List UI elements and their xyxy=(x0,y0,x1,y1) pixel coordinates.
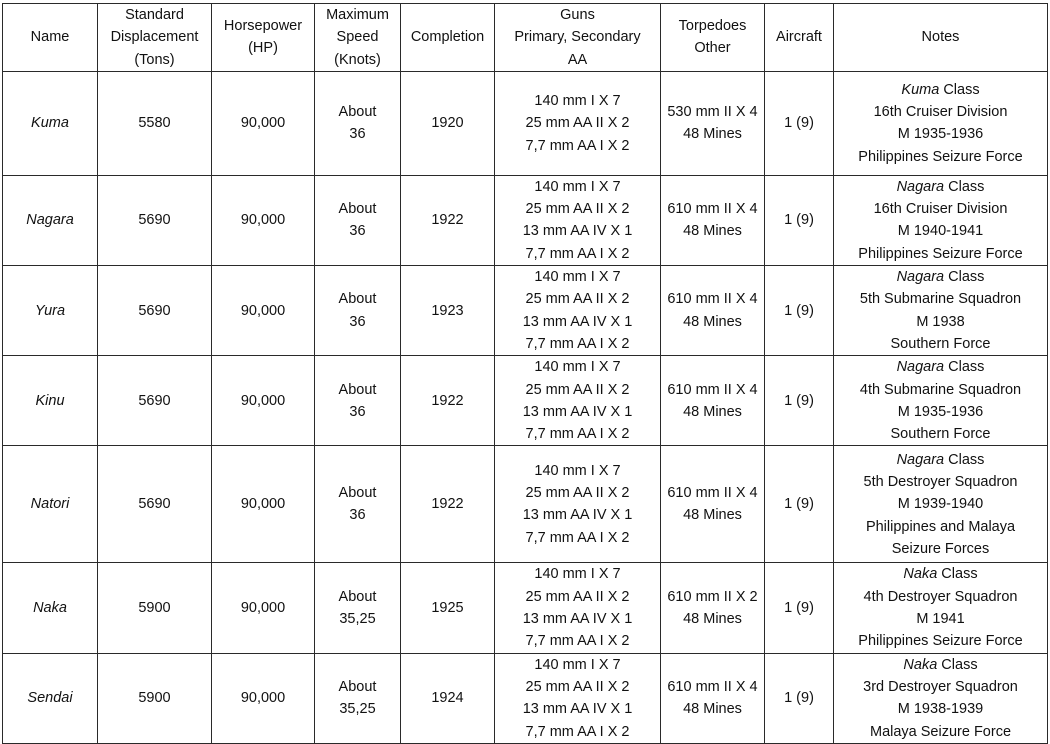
torpedoes-cell xyxy=(661,356,765,446)
header-label-line: Maximum xyxy=(326,7,389,23)
completion-cell: 1925 xyxy=(401,563,495,653)
torpedo-line: 610 mm II X 4 xyxy=(667,485,758,502)
aircraft-cell: 1 (9) xyxy=(765,563,834,653)
header-label-line: (Tons) xyxy=(134,51,175,68)
speed-cell xyxy=(315,71,401,175)
horsepower-cell: 90,000 xyxy=(212,356,315,446)
header-label-line: Speed xyxy=(336,29,379,46)
class-label: Class xyxy=(944,269,985,286)
class-name: Nagara xyxy=(896,269,945,286)
header-label-line: Displacement xyxy=(110,29,199,46)
table-body xyxy=(3,71,1048,743)
speed-cell xyxy=(315,563,401,653)
class-line xyxy=(838,176,1043,198)
gun-line: 13 mm AA IV X 1 xyxy=(522,313,633,330)
header-row xyxy=(3,4,1048,72)
header-label-line: Primary, Secondary xyxy=(514,29,641,46)
gun-line: 13 mm AA IV X 1 xyxy=(522,223,633,240)
class-line xyxy=(838,356,1043,378)
class-label: Class xyxy=(944,451,985,468)
guns-cell xyxy=(495,446,661,563)
header-label-line: Torpedoes xyxy=(678,18,747,35)
table-row xyxy=(3,175,1048,265)
torpedo-line: 610 mm II X 4 xyxy=(667,381,758,398)
header-completion xyxy=(401,4,495,72)
header-label-line: Aircraft xyxy=(776,29,822,46)
note-line: Philippines Seizure Force xyxy=(858,245,1023,262)
note-line: Malaya Seizure Force xyxy=(869,723,1012,740)
note-line: Southern Force xyxy=(890,335,991,352)
guns-cell xyxy=(495,266,661,356)
speed-line: About xyxy=(338,381,377,398)
torpedo-line: 610 mm II X 4 xyxy=(667,201,758,218)
gun-line: 25 mm AA II X 2 xyxy=(525,115,630,132)
horsepower-cell: 90,000 xyxy=(212,653,315,743)
speed-line: About xyxy=(338,104,377,121)
notes-cell xyxy=(834,653,1048,743)
guns-cell xyxy=(495,653,661,743)
note-line: 5th Destroyer Squadron xyxy=(863,474,1018,490)
header-guns xyxy=(495,4,661,72)
notes-cell xyxy=(834,266,1048,356)
torpedo-line: 48 Mines xyxy=(683,223,742,240)
header-label-line: Horsepower xyxy=(223,18,303,35)
gun-line: 7,7 mm AA I X 2 xyxy=(525,137,630,154)
ship-name-cell: Kinu xyxy=(3,356,98,446)
gun-line: 13 mm AA IV X 1 xyxy=(522,403,633,420)
displacement-cell: 5900 xyxy=(98,563,212,653)
torpedo-line: 610 mm II X 4 xyxy=(667,291,758,308)
gun-line: 7,7 mm AA I X 2 xyxy=(525,245,630,262)
completion-cell: 1922 xyxy=(401,356,495,446)
speed-cell xyxy=(315,175,401,265)
completion-cell: 1922 xyxy=(401,446,495,563)
speed-line: 35,25 xyxy=(339,611,376,628)
speed-line: About xyxy=(338,201,377,218)
speed-cell xyxy=(315,653,401,743)
speed-line: 36 xyxy=(349,313,366,330)
note-line: 4th Submarine Squadron xyxy=(859,381,1022,398)
gun-line: 25 mm AA II X 2 xyxy=(525,588,630,605)
gun-line: 7,7 mm AA I X 2 xyxy=(525,426,630,443)
gun-line: 25 mm AA II X 2 xyxy=(525,485,630,502)
torpedoes-cell xyxy=(661,175,765,265)
cruiser-specifications-table xyxy=(2,3,1048,744)
speed-line: 36 xyxy=(349,507,366,524)
header-torpedoes xyxy=(661,4,765,72)
class-line xyxy=(838,79,1043,101)
class-name: Nagara xyxy=(896,359,945,376)
class-name: Kuma xyxy=(901,81,940,98)
torpedo-line: 48 Mines xyxy=(683,313,742,330)
guns-cell xyxy=(495,356,661,446)
gun-line: 7,7 mm AA I X 2 xyxy=(525,723,630,740)
gun-line: 140 mm I X 7 xyxy=(534,566,621,583)
displacement-cell: 5690 xyxy=(98,446,212,563)
aircraft-cell: 1 (9) xyxy=(765,175,834,265)
class-label: Class xyxy=(939,81,980,98)
gun-line: 13 mm AA IV X 1 xyxy=(522,611,633,628)
horsepower-cell: 90,000 xyxy=(212,175,315,265)
class-name: Naka xyxy=(903,656,938,673)
speed-line: About xyxy=(338,291,377,308)
note-line: Philippines Seizure Force xyxy=(858,633,1023,650)
ship-name-cell: Sendai xyxy=(3,653,98,743)
class-label: Class xyxy=(937,656,978,673)
speed-cell xyxy=(315,356,401,446)
header-notes xyxy=(834,4,1048,72)
gun-line: 25 mm AA II X 2 xyxy=(525,381,630,398)
note-line: 3rd Destroyer Squadron xyxy=(863,678,1018,695)
header-label-line: AA xyxy=(567,51,588,68)
note-line: M 1935-1936 xyxy=(897,403,984,420)
note-line: M 1940-1941 xyxy=(897,223,984,240)
note-line: Philippines Seizure Force xyxy=(858,148,1023,165)
class-name: Nagara xyxy=(896,178,945,195)
class-line xyxy=(838,563,1043,585)
torpedoes-cell xyxy=(661,563,765,653)
torpedo-line: 48 Mines xyxy=(683,701,742,718)
note-line: 4th Destroyer Squadron xyxy=(863,588,1018,605)
header-label-line: (HP) xyxy=(248,40,278,57)
class-label: Class xyxy=(944,178,985,195)
speed-line: About xyxy=(338,678,377,695)
header-label-line: Other xyxy=(694,40,731,57)
note-line: Philippines and Malaya xyxy=(865,518,1016,535)
horsepower-cell: 90,000 xyxy=(212,446,315,563)
note-line: M 1939-1940 xyxy=(897,496,984,513)
speed-line: About xyxy=(338,588,377,605)
class-label: Class xyxy=(937,566,978,583)
header-label-line: (Knots) xyxy=(334,51,381,68)
header-displacement xyxy=(98,4,212,72)
header-horsepower xyxy=(212,4,315,72)
class-line xyxy=(838,266,1043,288)
note-line: M 1938-1939 xyxy=(897,701,984,718)
note-line: 16th Cruiser Division xyxy=(873,104,1008,121)
ship-name-cell: Nagara xyxy=(3,175,98,265)
gun-line: 140 mm I X 7 xyxy=(534,656,621,673)
gun-line: 7,7 mm AA I X 2 xyxy=(525,335,630,352)
note-line: M 1938 xyxy=(916,313,965,330)
ship-name-cell: Natori xyxy=(3,446,98,563)
gun-line: 140 mm I X 7 xyxy=(534,359,621,376)
header-label-line: Completion xyxy=(410,29,485,46)
aircraft-cell: 1 (9) xyxy=(765,71,834,175)
gun-line: 140 mm I X 7 xyxy=(534,178,621,195)
horsepower-cell: 90,000 xyxy=(212,563,315,653)
gun-line: 7,7 mm AA I X 2 xyxy=(525,529,630,546)
header-label-line: Standard xyxy=(125,7,184,23)
completion-cell: 1920 xyxy=(401,71,495,175)
gun-line: 13 mm AA IV X 1 xyxy=(522,701,633,718)
torpedo-line: 48 Mines xyxy=(683,403,742,420)
speed-line: 36 xyxy=(349,126,366,143)
class-line xyxy=(838,449,1043,471)
table-row xyxy=(3,653,1048,743)
aircraft-cell: 1 (9) xyxy=(765,653,834,743)
note-line: 5th Submarine Squadron xyxy=(859,291,1022,308)
guns-cell xyxy=(495,563,661,653)
torpedoes-cell xyxy=(661,446,765,563)
notes-cell xyxy=(834,446,1048,563)
horsepower-cell: 90,000 xyxy=(212,266,315,356)
gun-line: 140 mm I X 7 xyxy=(534,92,621,109)
table-row xyxy=(3,71,1048,175)
torpedoes-cell xyxy=(661,71,765,175)
speed-line: About xyxy=(338,485,377,502)
displacement-cell: 5900 xyxy=(98,653,212,743)
horsepower-cell: 90,000 xyxy=(212,71,315,175)
header-label-line: Notes xyxy=(921,29,960,46)
gun-line: 13 mm AA IV X 1 xyxy=(522,507,633,524)
aircraft-cell: 1 (9) xyxy=(765,446,834,563)
displacement-cell: 5690 xyxy=(98,356,212,446)
ship-name-cell: Naka xyxy=(3,563,98,653)
gun-line: 140 mm I X 7 xyxy=(534,462,621,479)
torpedo-line: 48 Mines xyxy=(683,126,742,143)
speed-line: 36 xyxy=(349,403,366,420)
completion-cell: 1924 xyxy=(401,653,495,743)
torpedoes-cell xyxy=(661,266,765,356)
gun-line: 25 mm AA II X 2 xyxy=(525,291,630,308)
aircraft-cell: 1 (9) xyxy=(765,266,834,356)
class-name: Naka xyxy=(903,566,938,583)
notes-cell xyxy=(834,71,1048,175)
class-line xyxy=(838,654,1043,676)
header-speed xyxy=(315,4,401,72)
gun-line: 140 mm I X 7 xyxy=(534,269,621,286)
speed-line: 36 xyxy=(349,223,366,240)
gun-line: 25 mm AA II X 2 xyxy=(525,201,630,218)
ship-name-cell: Yura xyxy=(3,266,98,356)
notes-cell xyxy=(834,356,1048,446)
note-line: 16th Cruiser Division xyxy=(873,201,1008,218)
ship-name-cell: Kuma xyxy=(3,71,98,175)
table-row xyxy=(3,563,1048,653)
torpedo-line: 610 mm II X 2 xyxy=(667,588,758,605)
header-name xyxy=(3,4,98,72)
notes-cell xyxy=(834,175,1048,265)
note-line: Seizure Forces xyxy=(891,540,990,557)
class-label: Class xyxy=(944,359,985,376)
completion-cell: 1922 xyxy=(401,175,495,265)
guns-cell xyxy=(495,71,661,175)
table-row xyxy=(3,266,1048,356)
speed-cell xyxy=(315,266,401,356)
displacement-cell: 5690 xyxy=(98,175,212,265)
aircraft-cell: 1 (9) xyxy=(765,356,834,446)
torpedo-line: 48 Mines xyxy=(683,507,742,524)
notes-cell xyxy=(834,563,1048,653)
speed-cell xyxy=(315,446,401,563)
class-name: Nagara xyxy=(896,451,945,468)
torpedoes-cell xyxy=(661,653,765,743)
gun-line: 7,7 mm AA I X 2 xyxy=(525,633,630,650)
header-label-line: Name xyxy=(30,29,70,46)
torpedo-line: 48 Mines xyxy=(683,611,742,628)
torpedo-line: 530 mm II X 4 xyxy=(667,104,758,121)
completion-cell: 1923 xyxy=(401,266,495,356)
displacement-cell: 5580 xyxy=(98,71,212,175)
note-line: M 1941 xyxy=(916,611,965,628)
header-label-line: Guns xyxy=(560,7,595,23)
displacement-cell: 5690 xyxy=(98,266,212,356)
torpedo-line: 610 mm II X 4 xyxy=(667,678,758,695)
note-line: Southern Force xyxy=(890,426,991,443)
note-line: M 1935-1936 xyxy=(897,126,984,143)
table-row xyxy=(3,446,1048,563)
table-row xyxy=(3,356,1048,446)
guns-cell xyxy=(495,175,661,265)
gun-line: 25 mm AA II X 2 xyxy=(525,678,630,695)
header-aircraft xyxy=(765,4,834,72)
speed-line: 35,25 xyxy=(339,701,376,718)
